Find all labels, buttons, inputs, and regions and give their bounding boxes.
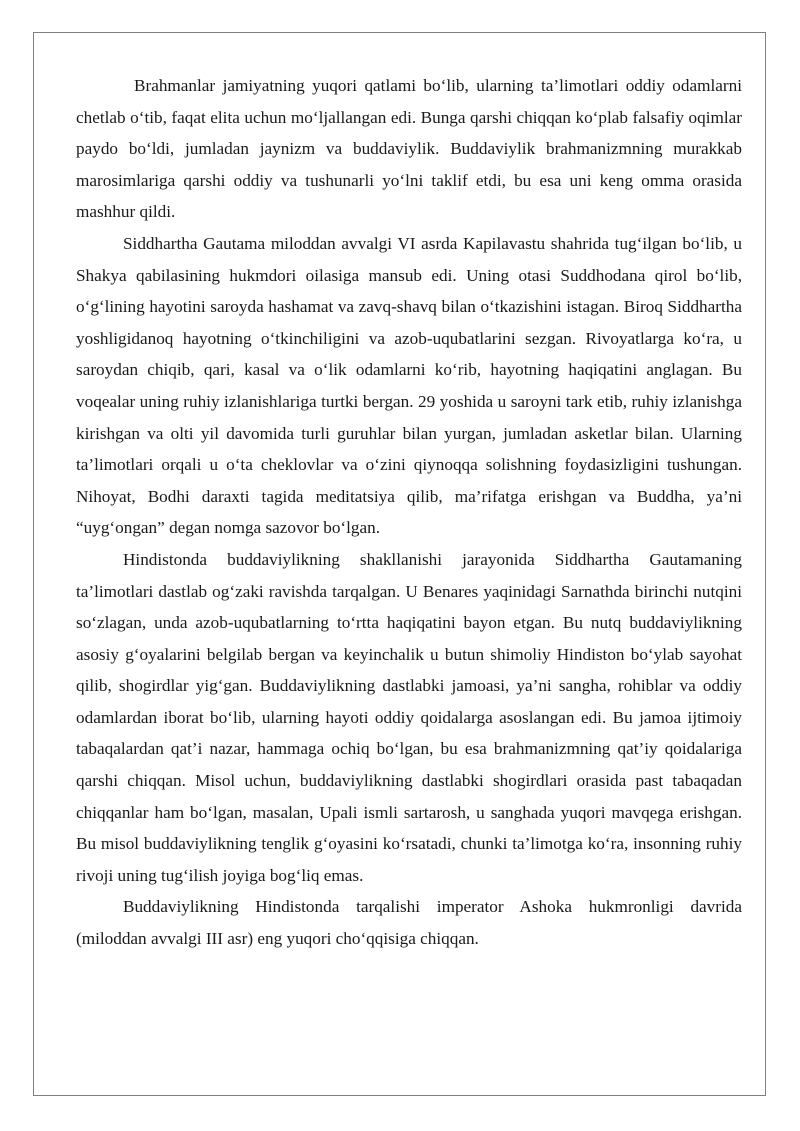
paragraph-buddhism-formation: Hindistonda buddaviylikning shakllanishi jarayonida Siddhartha Gautamaning ta’limotlari dastlab og‘zaki ravishda tarqalgan. U Benares yaqinidagi Sarnathda birinchi nutqini so‘zlagan, unda azob-uqubatlarning to‘rtta haqiqatini bayon etgan. Bu nutq buddaviylikning asosiy g‘oyalarini belgilab bergan va keyinchalik u butun shimoliy Hindiston bo‘ylab sayohat qilib, shogirdlar yig‘gan. Buddaviylikning dastlabki jamoasi, ya’ni sangha, rohiblar va oddiy odamlardan iborat bo‘lib, ularning hayoti oddiy qoidalarga asoslangan edi. Bu jamoa ijtimoiy tabaqalardan qat’i nazar, hammaga ochiq bo‘lgan, bu esa brahmanizmning qat’iy qoidalariga qarshi chiqqan. Misol uchun, buddaviylikning dastlabki shogirdlari orasida past tabaqadan chiqqanlar ham bo‘lgan, masalan, Upali ismli sartarosh, u sanghada yuqori mavqega erishgan. Bu misol buddaviylikning tenglik g‘oyasini ko‘rsatadi, chunki ta’limotga ko‘ra, insonning ruhiy rivoji uning tug‘ilish joyiga bog‘liq emas.	[76, 549, 742, 885]
paragraph-siddhartha-gautama: Siddhartha Gautama miloddan avvalgi VI asrda Kapilavastu shahrida tug‘ilgan bo‘lib, u Shakya qabilasining hukmdori oilasiga mansub edi. Uning otasi Suddhodana qirol bo‘lib, o‘g‘lining hayotini saroyda hashamat va zavq-shavq bilan o‘tkazishini istagan. Biroq Siddhartha yoshligidanoq hayotning o‘tkinchiligini va azob-uqubatlarini sezgan. Rivoyatlarga ko‘ra, u saroydan chiqib, qari, kasal va o‘lik odamlarni ko‘rib, hayotning haqiqatini anglagan. Bu voqealar uning ruhiy izlanishlariga turtki bergan. 29 yoshida u saroyni tark etib, ruhiy izlanishga kirishgan va olti yil davomida turli guruhlar bilan yurgan, jumladan asketlar bilan. Ularning ta’limotlari orqali u o‘ta cheklovlar va o‘zini qiynoqqa solishning foydasizligini tushungan. Nihoyat, Bodhi daraxti tagida meditatsiya qilib, ma’rifatga erishgan va Buddha, ya’ni “uyg‘ongan” degan nomga sazovor bo‘lgan.	[76, 233, 742, 538]
paragraph-ashoka: Buddaviylikning Hindistonda tarqalishi imperator Ashoka hukmronligi davrida (miloddan avvalgi III asr) eng yuqori cho‘qqisiga chiqqan.	[76, 897, 742, 949]
document-body	[76, 70, 742, 955]
paragraph-brahmanism: Brahmanlar jamiyatning yuqori qatlami bo‘lib, ularning ta’limotlari oddiy odamlarni chetlab o‘tib, faqat elita uchun mo‘ljallangan edi. Bunga qarshi chiqqan ko‘plab falsafiy oqimlar paydo bo‘ldi, jumladan jaynizm va buddaviylik. Buddaviylik brahmanizmning murakkab marosimlariga qarshi oddiy va tushunarli yo‘lni taklif etdi, bu esa uni keng omma orasida mashhur qildi.	[76, 76, 742, 222]
